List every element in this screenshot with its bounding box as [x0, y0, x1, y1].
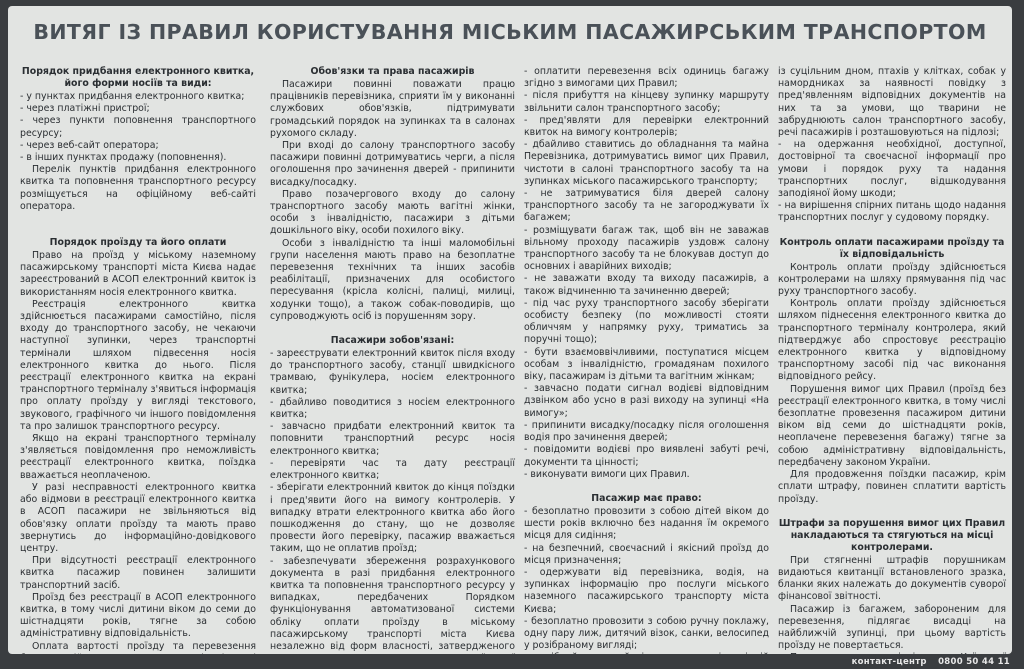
notice-sheet	[8, 6, 1012, 654]
list-item: - одержувати від перевізника, водія, на зупинках інформацію про послуги міського наземного пасажирського транспорту міста Києва;	[524, 566, 769, 615]
list-item: - на безпечний, своєчасний і якісний проїзд до місця призначення;	[524, 542, 769, 566]
list-item: - дбайливо поводитися з носієм електронного квитка;	[270, 396, 515, 421]
list-item: - забезпечувати збереження розрахункового документа в разі придбання електронного квитка та поповнення транспортного ресурсу у випадках, передбачених Порядком функціонування автоматизованої системи обліку оплати проїзду в міському пасажирському транспорті міста Києва незалежно від форм власності, затвердженого	[270, 555, 515, 652]
page-title: ВИТЯГ ІЗ ПРАВИЛ КОРИСТУВАННЯ МІСЬКИМ ПАСАЖИРСЬКИМ ТРАНСПОРТОМ	[33, 20, 987, 44]
list-item: - не заважати входу та виходу пасажирів, а також відчиненню та зачиненню дверей;	[524, 273, 769, 297]
list-item: - на вирішення спірних питань щодо надання транспортних послуг у судовому порядку.	[778, 200, 1006, 224]
list-item	[524, 652, 769, 654]
paragraph: Якщо на екрані транспортного терміналу з'являється повідомлення про неможливість реєстрації електронного квитка, поїздка вважається неоплаченою.	[20, 433, 256, 481]
list-item: - виконувати вимоги цих Правил.	[524, 468, 690, 480]
paragraph	[778, 652, 1006, 654]
list-item: - дбайливо ставитись до обладнання та майна Перевізника, дотримуватись вимог цих Правил, чистоти в салоні транспортного засобу та на зупинках міського пасажирського транспорту;	[524, 139, 769, 187]
list-item: - бути взаємоввічливими, поступатися місцем особам з інвалідністю, громадянам похилого віку, пасажирам із дітьми та вагітним жінкам;	[524, 346, 769, 383]
heading-passenger-rights: Пасажир має право:	[591, 492, 702, 504]
list-item: - у пунктах придбання електронного квитка;	[20, 91, 245, 102]
list-item: - безоплатно провозити з собою ручну поклажу, одну пару лиж, дитячий візок, санки, велосипед у розібраному вигляді;	[524, 615, 769, 652]
paragraph: Пасажири повинні поважати працю працівників перевізника, сприяти їм у виконанні службових обов'язків, підтримувати громадський порядок на зупинках та в салонах рухомого складу.	[270, 79, 515, 139]
paragraph: При відсутності реєстрації електронного квитка пасажир повинен залишити транспортний засіб.	[20, 555, 256, 591]
heading-passenger-duties-rights: Обов'язки та права пасажирів	[310, 66, 475, 77]
list-item: - через пункти поповнення транспортного ресурсу;	[20, 115, 256, 139]
paragraph: Контроль оплати проїзду здійснюється контролерами на шляху прямування під час руху транспортного засобу.	[778, 261, 1006, 298]
list-item: із суцільним дном, птахів у клітках, собак у намордниках за наявності повідку з пред'явленням відповідних документів на них та за умови, що тварини не забруднюють салон транспортного засобу, речі пасажирів і розташовуються на підлозі;	[778, 66, 1006, 139]
list-item: - пред'являти для перевірки електронний квиток на вимогу контролерів;	[524, 114, 769, 139]
heading-fines: Штрафи за порушення вимог цих Правил накладаються та стягуються на місці контролерами.	[778, 517, 1006, 553]
paragraph: У разі несправності електронного квитка або відмови в реєстрації електронного квитка в АСОП пасажири не звільняються від обов'язку оплати проїзду та мають право звернутись до інформаційно-довідкового центру.	[20, 481, 256, 554]
paragraph: Контроль оплати проїзду здійснюється шляхом піднесення електронного квитка до транспортного терміналу контролера, який підтверджує або спростовує реєстрацію електронного квитка у відповідному транспортному засобі під час виконання відповідного рейсу.	[778, 298, 1006, 383]
paragraph: Проїзд без реєстрації в АСОП електронного квитка, в тому числі дитини віком до семи до шістнадцяти років, тягне за собою адміністративну відповідальність.	[20, 591, 256, 640]
heading-travel-payment: Порядок проїзду та його оплати	[49, 237, 227, 249]
list-item: - під час руху транспортного засобу зберігати особисту безпеку (по можливості стояти обличчям у напрямку руху, триматись за поручні тощо);	[524, 297, 769, 346]
list-item: - через платіжні пристрої;	[20, 103, 150, 115]
list-item: - перевіряти час та дату реєстрації електронного квитка;	[270, 457, 515, 482]
column-3	[524, 66, 769, 654]
contact-footer	[844, 657, 1010, 667]
list-item: - зареєструвати електронний квиток після входу до транспортного засобу, станції швидкісного трамваю, фунікулера, носієм електронного квитка;	[270, 348, 515, 396]
list-item: - безоплатно провозити з собою дітей віком до шести років включно без надання їм окремого місця для сидіння;	[524, 505, 769, 542]
contact-phone: 0800 50 44 11	[938, 657, 1010, 667]
list-item: - через веб-сайт оператора;	[20, 139, 159, 151]
list-item: - не затримуватися біля дверей салону транспортного засобу та не загороджувати їх багажем;	[524, 188, 769, 224]
list-item: - на одержання необхідної, доступної, достовірної та своєчасної інформації про умови і порядок руху та надання транспортних послуг, відшкодування заподіяної йому шкоди;	[778, 139, 1006, 200]
paragraph: Право позачергового входу до салону транспортного засобу мають вагітні жінки, особи з інвалідністю, пасажири з дітьми дошкільного віку, особи похилого віку.	[270, 188, 515, 237]
list-item: - після прибуття на кінцеву зупинку маршруту звільнити салон транспортного засобу;	[524, 90, 769, 114]
list-item: - припинити висадку/посадку після оголошення водія про зачинення дверей;	[524, 419, 769, 444]
paragraph: Для продовження поїздки пасажир, крім сплати штрафу, повинен сплатити вартість проїзду.	[778, 469, 1006, 505]
heading-fare-control: Контроль оплати пасажирами проїзду та їх відповідальність	[779, 236, 1005, 260]
list-item: - завчасно придбати електронний квиток та поповнити транспортний ресурс носія електронного квитка;	[270, 421, 515, 457]
purchase-list	[20, 91, 256, 164]
column-4	[778, 66, 1006, 654]
list-item: - розміщувати багаж так, щоб він не заважав вільному проходу пасажирів уздовж салону транспортного засобу та не блокував доступ до основних і аварійних виходів;	[524, 224, 769, 273]
paragraph: Порушення вимог цих Правил (проїзд без реєстрації електронного квитка, в тому числі безоплатне провезення пасажиром дитини віком від семи до шістнадцяти років, неоплачене перевезення багажу) тягне за собою адміністративну відповідальність, передбачену законом України.	[778, 383, 1006, 468]
list-item: - повідомити водієві про виявлені забуті речі, документи та цінності;	[524, 444, 769, 468]
column-1	[20, 66, 256, 654]
paragraph: Оплата вартості проїзду та перевезення	[32, 640, 256, 652]
paragraph: Право на проїзд у міському наземному пасажирському транспорті міста Києва надає зареєстрований в АСОП електронний квиток із використанням носія електронного квитка.	[20, 250, 256, 298]
list-item: - оплатити перевезення всіх одиниць багажу згідно з вимогами цих Правил;	[524, 66, 769, 90]
list-item: - в інших пунктах продажу (поповнення).	[20, 152, 227, 164]
paragraph: Перелік пунктів придбання електронного квитка та поповнення транспортного ресурсу розміщується на офіційному веб-сайті оператора.	[20, 164, 256, 212]
paragraph: Пасажир із багажем, забороненим для перевезення, підлягає висадці на найближчій зупинці, при цьому вартість проїзду не повертається.	[778, 603, 1006, 652]
heading-ticket-purchase: Порядок придбання електронного квитка, його форми носіїв та види:	[21, 66, 255, 89]
list-item: - зберігати електронний квиток до кінця поїздки і пред'явити його на вимогу контролерів. У випадку втрати електронного квитка або його пошкодження до стану, що не дозволяє провести його перевірку, пасажир вважається таким, що не оплатив проїзд;	[270, 482, 515, 555]
paragraph: При вході до салону транспортного засобу пасажири повинні дотримуватись черги, а після оголошення про зачинення дверей - припинити висадку/посадку.	[270, 140, 515, 188]
contact-center-label: контакт-центр	[851, 657, 927, 667]
heading-passengers-must: Пасажири зобов'язані:	[330, 335, 455, 347]
paragraph: Реєстрація електронного квитка здійснюється пасажирами самостійно, після входу до транспортного засобу, не чекаючи наступної зупинки, через транспортні термінали шляхом підвесення носія електронного квитка до нього. Після реєстрації електронного квитка на екрані транспортного терміналу з'явиться інформація про оплату проїзду у вигляді текстового, звукового, графічного чи іншого повідомлення та про залишок транспортного ресурсу.	[20, 298, 256, 432]
paragraph: При стягненні штрафів порушникам видаються квитанції встановленого зразка, бланки яких належать до документів суворої фінансової звітності.	[778, 554, 1006, 603]
paragraph: Особи з інвалідністю та інші маломобільні групи населення мають право на безоплатне перевезення технічних та інших засобів реабілітації, призначених для особистого пересування (крісла колісні, палиці, милиці, ходунки тощо), а також собак-поводирів, що супроводжують осіб із порушенням зору.	[270, 237, 515, 322]
column-2	[270, 66, 515, 654]
list-item: - завчасно подати сигнал водієві відповідним дзвінком або усно в разі виходу на зупинці «На вимогу»;	[524, 383, 769, 419]
